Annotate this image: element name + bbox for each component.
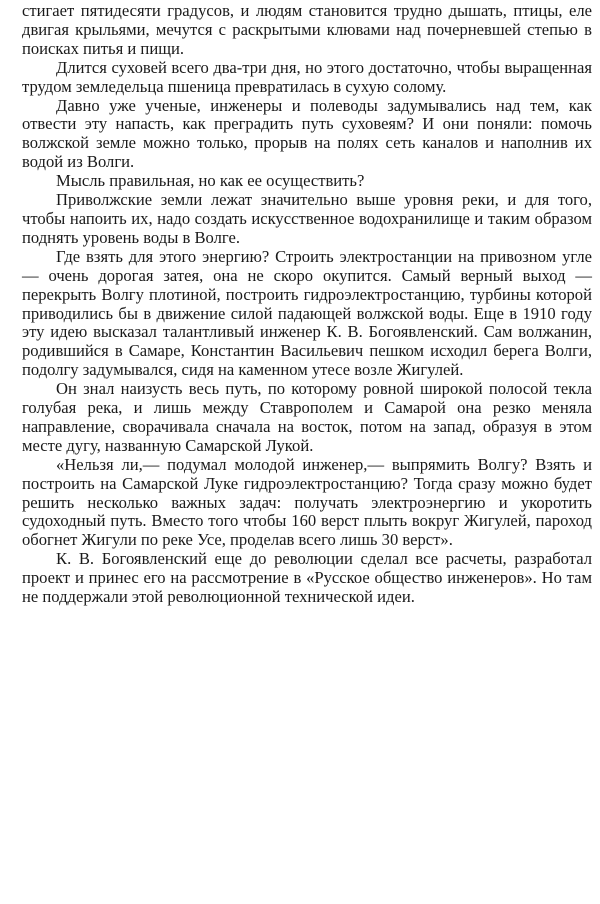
paragraph-7: Он знал наизусть весь путь, по которому ровной широкой полосой текла голубая река, и лишь между Ставрополем и Самарой она резко меняла направление, сворачивала сначала на восток, потом на запад, образуя в этом месте дугу, названную Самарской Лукой. (22, 379, 592, 455)
paragraph-1: стигает пятидесяти градусов, и людям становится трудно дышать, птицы, еле двигая крыльями, мечутся с раскрытыми клювами над почерневшей степью в поисках питья и пищи. (22, 1, 592, 58)
paragraph-4: Мысль правильная, но как ее осуществить? (56, 171, 365, 191)
page-body (22, 2, 592, 607)
paragraph-6: Где взять для этого энергию? Строить электростанции на привозном угле — очень дорогая затея, она не скоро окупится. Самый верный выход — перекрыть Волгу плотиной, построить гидроэлектростанцию, турбины которой приводились бы в движение силой падающей волжской воды. Еще в 1910 году эту идею высказал талантливый инженер К. В. Богоявленский. Сам волжанин, родившийся в Самаре, Константин Васильевич пешком исходил берега Волги, подолгу задумывался, сидя на каменном утесе возле Жигулей. (22, 246, 592, 380)
paragraph-5: Приволжские земли лежат значительно выше уровня реки, и для того, чтобы напоить их, надо создать искусственное водохранилище и таким образом поднять уровень воды в Волге. (22, 190, 592, 247)
paragraph-3: Давно уже ученые, инженеры и полеводы задумывались над тем, как отвести эту напасть, как преградить путь суховеям? И они поняли: помочь волжской земле можно только, прорыв на полях сеть каналов и наполнив их водой из Волги. (22, 95, 592, 172)
paragraph-8: «Нельзя ли,— подумал молодой инженер,— выпрямить Волгу? Взять и построить на Самарской Луке гидроэлектростанцию? Тогда сразу можно будет решить несколько важных задач: получать электроэнергию и укоротить судоходный путь. Вместо того чтобы 160 верст плыть вокруг Жигулей, пароход обогнет Жигули по реке Усе, проделав всего лишь 30 верст». (22, 454, 592, 550)
paragraph-9: К. В. Богоявленский еще до революции сделал все расчеты, разработал проект и принес его на рассмотрение в «Русское общество инженеров». Но там не поддержали этой революционной технической идеи. (22, 549, 592, 607)
paragraph-2: Длится суховей всего два-три дня, но этого достаточно, чтобы выращенная трудом земледельца пшеница превратилась в сухую солому. (22, 57, 592, 96)
